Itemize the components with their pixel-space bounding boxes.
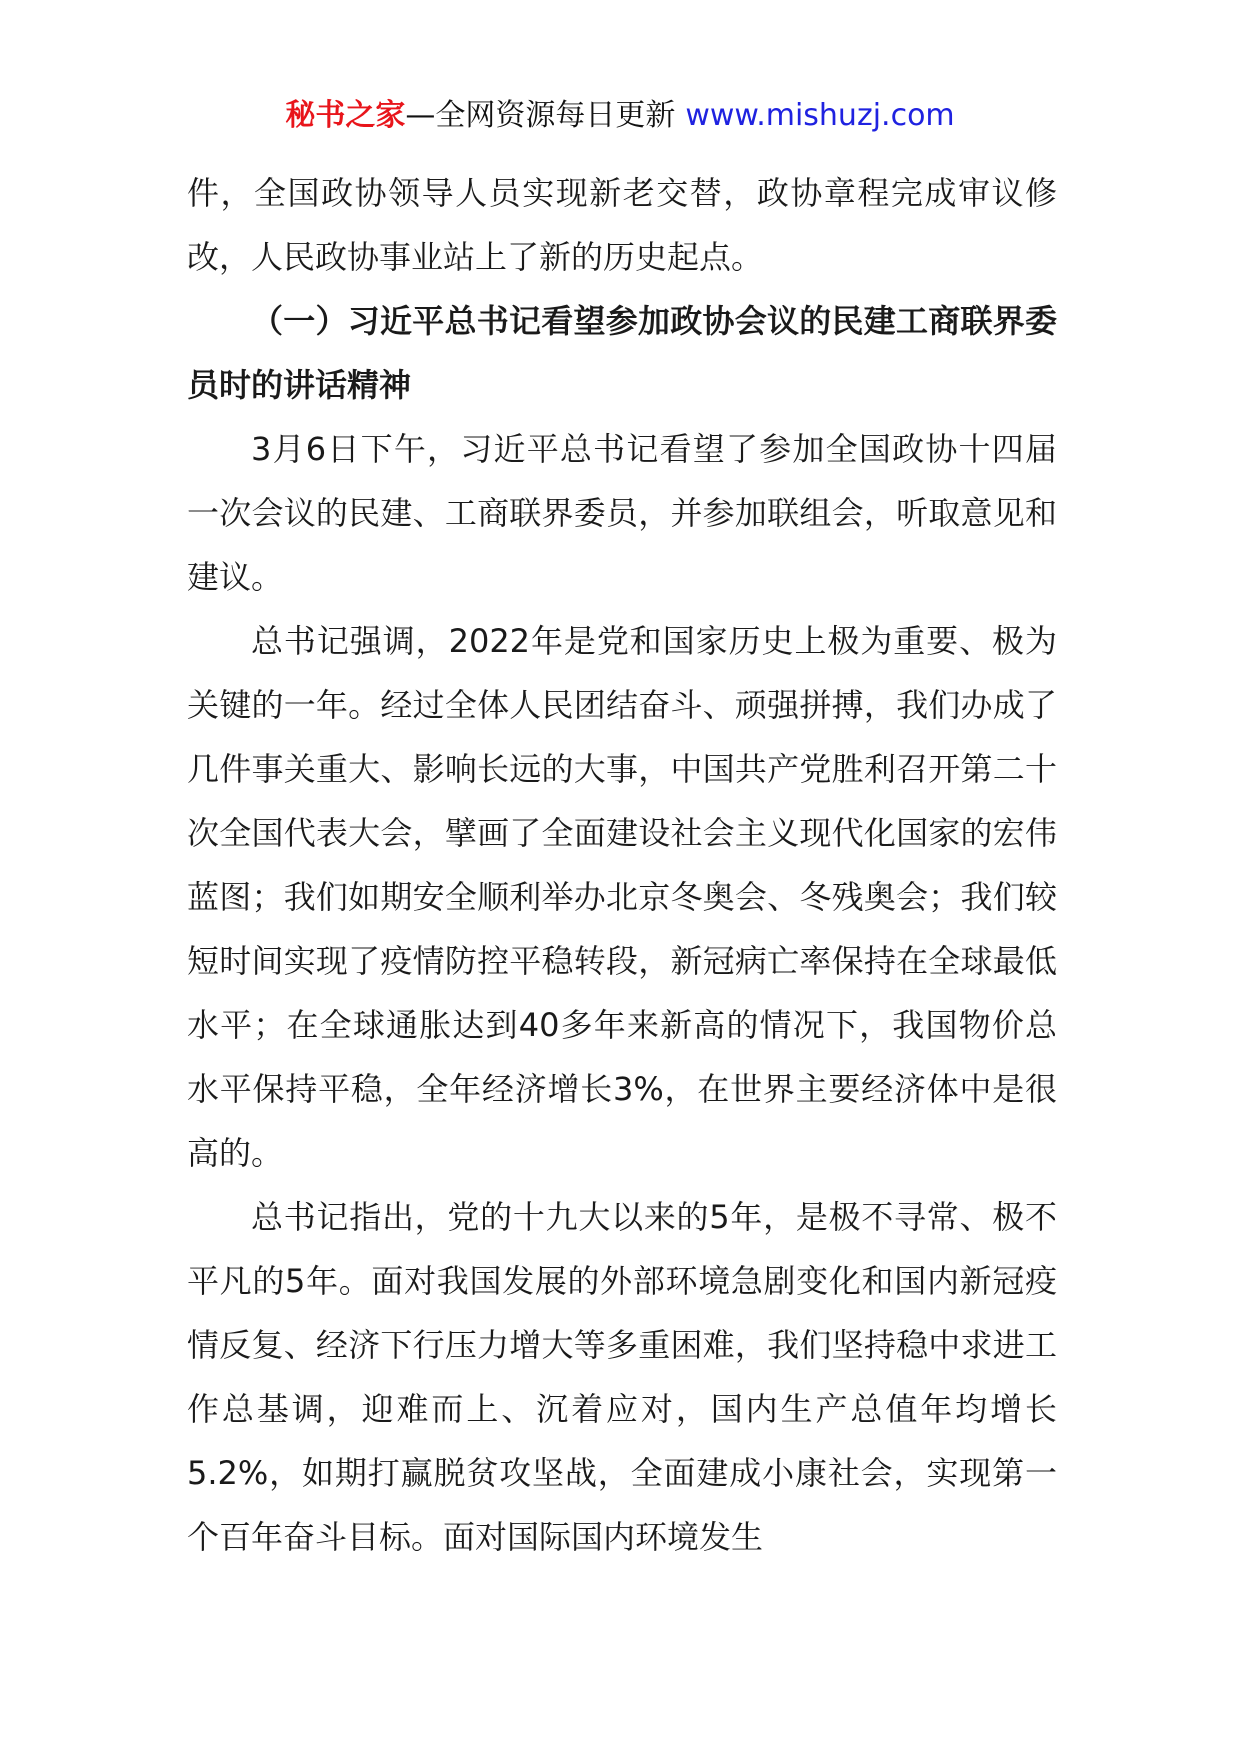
site-banner: [0, 96, 1240, 136]
site-url-link[interactable]: www.mishuzj.com: [685, 98, 955, 133]
document-body: [187, 161, 1057, 1569]
paragraph-continuation: 件，全国政协领导人员实现新老交替，政协章程完成审议修改，人民政协事业站上了新的历史起点。: [187, 174, 1057, 276]
section-heading: （一）习近平总书记看望参加政协会议的民建工商联界委员时的讲话精神: [187, 302, 1057, 404]
site-tagline: —全网资源每日更新: [405, 98, 676, 133]
paragraph: 3月6日下午，习近平总书记看望了参加全国政协十四届一次会议的民建、工商联界委员，并参加联组会，听取意见和建议。: [187, 430, 1057, 596]
site-brand: 秘书之家: [285, 98, 406, 133]
paragraph: 总书记强调，2022年是党和国家历史上极为重要、极为关键的一年。经过全体人民团结奋斗、顽强拼搏，我们办成了几件事关重大、影响长远的大事，中国共产党胜利召开第二十次全国代表大会，擘画了全面建设社会主义现代化国家的宏伟蓝图；我们如期安全顺利举办北京冬奥会、冬残奥会；我们较短时间实现了疫情防控平稳转段，新冠病亡率保持在全球最低水平；在全球通胀达到40多年来新高的情况下，我国物价总水平保持平稳，全年经济增长3%，在世界主要经济体中是很高的。: [187, 622, 1057, 1172]
paragraph: 总书记指出，党的十九大以来的5年，是极不寻常、极不平凡的5年。面对我国发展的外部环境急剧变化和国内新冠疫情反复、经济下行压力增大等多重困难，我们坚持稳中求进工作总基调，迎难而上、沉着应对，国内生产总值年均增长5.2%，如期打赢脱贫攻坚战，全面建成小康社会，实现第一个百年奋斗目标。面对国际国内环境发生: [187, 1198, 1057, 1556]
